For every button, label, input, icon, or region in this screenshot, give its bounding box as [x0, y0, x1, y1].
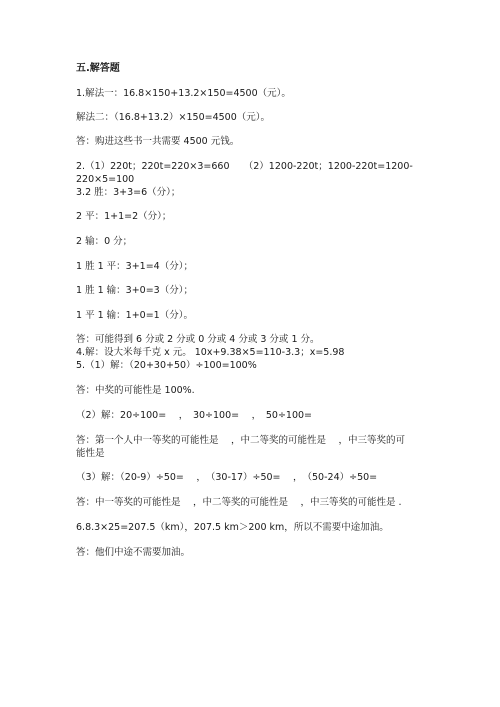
solution-line: （3）解：（20-9）÷50= ， （30-17）÷50= ， （50-24）÷50= — [76, 472, 378, 483]
solution-line: 2.（1）220t；220t=220×3=660 （2）1200-220t；1200-220t=1200- — [76, 161, 413, 172]
solution-line: 1.解法一：16.8×150+13.2×150=4500（元）。 — [76, 88, 291, 99]
answer-line: 答：可能得到 6 分或 2 分或 0 分或 4 分或 3 分或 1 分。 — [76, 334, 320, 345]
solution-line: 5.（1）解：（20+30+50）÷100=100% — [76, 360, 257, 371]
solution-line: 1 平 1 输：1+0=1（分）。 — [76, 310, 193, 321]
answer-line: 答：中奖的可能性是 100%. — [76, 385, 195, 396]
answer-line: 答：第一个人中一等奖的可能性是 ，中二等奖的可能性是 ，中三等奖的可 — [76, 435, 406, 446]
answer-line: 答：购进这些书一共需要 4500 元钱。 — [76, 136, 240, 147]
solution-line: 6.8.3×25=207.5（km），207.5 km＞200 km，所以不需要中途加油。 — [76, 522, 389, 533]
solution-line: 1 胜 1 平：3+1=4（分）； — [76, 261, 193, 272]
solution-line: 4.解：设大米每千克 x 元。 10x+9.38×5=110-3.3；x=5.98 — [76, 347, 345, 358]
solution-line: 3.2 胜：3+3=6（分）； — [76, 187, 181, 198]
answer-line: 答：中一等奖的可能性是 ，中二等奖的可能性是 ，中三等奖的可能性是 . — [76, 497, 402, 508]
solution-line: 解法二：（16.8+13.2）×150=4500（元）。 — [76, 112, 270, 123]
solution-line: 1 胜 1 输：3+0=3（分）； — [76, 285, 193, 296]
section-heading: 五.解答题 — [76, 63, 120, 74]
solution-line: （2）解：20÷100= ， 30÷100= ， 50÷100= — [76, 410, 313, 421]
solution-line: 220×5=100 — [76, 174, 135, 185]
solution-line: 2 平：1+1=2（分）； — [76, 211, 172, 222]
answer-line: 能性是 — [76, 448, 105, 459]
solution-line: 2 输：0 分； — [76, 236, 133, 247]
answer-line: 答：他们中途不需要加油。 — [76, 547, 191, 558]
